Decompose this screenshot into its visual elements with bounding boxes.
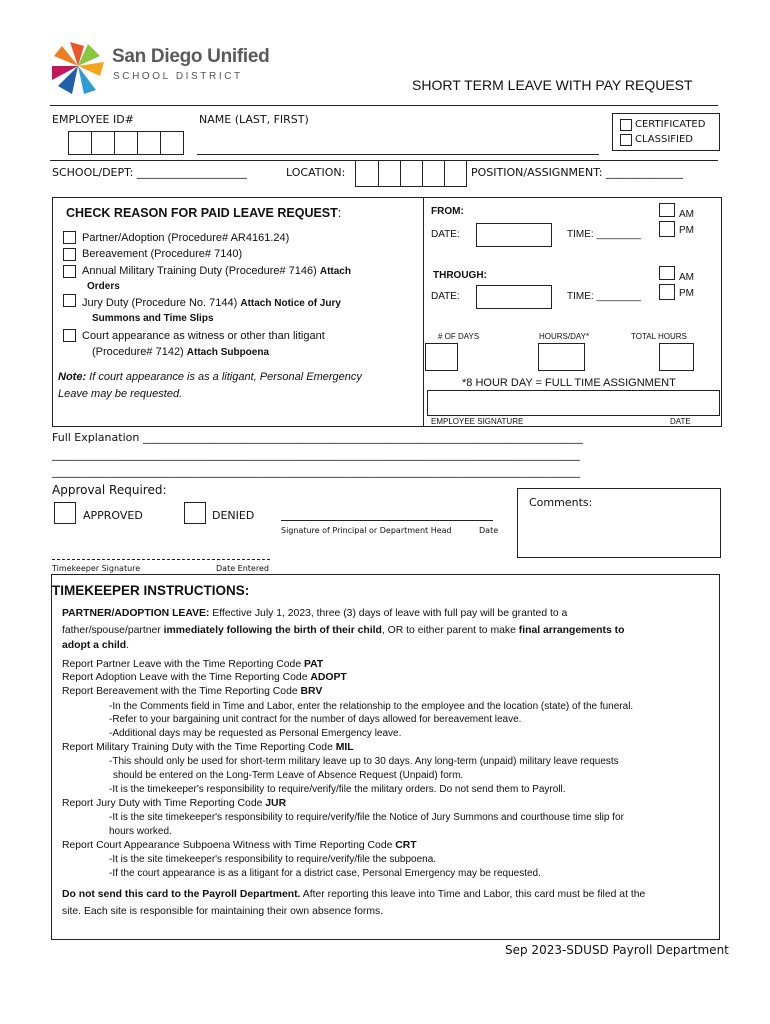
from-am-label: AM bbox=[679, 209, 694, 220]
certificated-label: CERTIFICATED bbox=[635, 119, 706, 130]
total-hours-label: TOTAL HOURS bbox=[631, 332, 687, 341]
instr-r5-a2: hours worked. bbox=[109, 826, 172, 837]
denied-label: DENIED bbox=[212, 509, 255, 522]
instr-r3-b: -Refer to your bargaining unit contract for the number of days allowed for bereavement leave. bbox=[109, 714, 522, 725]
num-days-input[interactable] bbox=[425, 343, 458, 371]
hours-day-input[interactable] bbox=[538, 343, 585, 371]
court-label-line2: (Procedure# 7142) Attach Subpoena bbox=[92, 346, 270, 358]
approved-label: APPROVED bbox=[83, 509, 143, 522]
total-hours-input[interactable] bbox=[659, 343, 694, 371]
name-input-line[interactable] bbox=[197, 154, 599, 155]
instr-r5: Report Jury Duty with Time Reporting Code JUR bbox=[62, 798, 287, 809]
partner-adoption-label: Partner/Adoption (Procedure# AR4161.24) bbox=[82, 232, 290, 244]
bereavement-checkbox[interactable] bbox=[63, 248, 76, 261]
instr-r4-b: -It is the timekeeper's responsibility to require/verify/file the military orders. Do not send them to Payroll. bbox=[109, 784, 566, 795]
instr-final: Do not send this card to the Payroll Department. After reporting this leave into Time and Labor, this card must be filed at the bbox=[62, 889, 646, 900]
explanation-line-2[interactable]: ________________________________________________________________________________________________ bbox=[52, 448, 580, 461]
instr-r3: Report Bereavement with the Time Reporting Code BRV bbox=[62, 686, 323, 697]
through-pm-checkbox[interactable] bbox=[659, 284, 675, 300]
instr-r2: Report Adoption Leave with the Time Reporting Code ADOPT bbox=[62, 672, 347, 683]
from-date-input[interactable] bbox=[476, 223, 552, 247]
logo-star-icon bbox=[50, 40, 106, 96]
litigant-note: Note: If court appearance is as a litigant, Personal Emergency bbox=[58, 371, 362, 383]
principal-date-label: Date bbox=[479, 526, 499, 535]
through-am-checkbox[interactable] bbox=[659, 266, 675, 280]
through-time-label: TIME: ________ bbox=[567, 291, 641, 302]
date-entered-label: Date Entered bbox=[216, 564, 269, 573]
employee-id-label: EMPLOYEE ID# bbox=[52, 113, 134, 126]
form-title: SHORT TERM LEAVE WITH PAY REQUEST bbox=[412, 77, 693, 93]
school-dept-label: SCHOOL/DEPT: ____________________ bbox=[52, 166, 247, 179]
name-label: NAME (LAST, FIRST) bbox=[199, 113, 309, 126]
court-label: Court appearance as witness or other than litigant bbox=[82, 330, 325, 342]
through-label: THROUGH: bbox=[433, 270, 487, 281]
instr-r4-a: -This should only be used for short-term military leave up to 30 days. Any long-term (unpaid) military leave requests bbox=[109, 756, 619, 767]
partner-adoption-checkbox[interactable] bbox=[63, 231, 76, 244]
principal-signature-label: Signature of Principal or Department Head bbox=[281, 526, 452, 535]
employee-id-boxes[interactable] bbox=[68, 131, 184, 155]
reason-title: CHECK REASON FOR PAID LEAVE REQUEST: bbox=[66, 206, 342, 220]
district-logo bbox=[50, 40, 290, 98]
instr-p1-line3: adopt a child. bbox=[62, 640, 129, 651]
from-pm-label: PM bbox=[679, 225, 694, 236]
timekeeper-signature-line[interactable] bbox=[52, 559, 270, 560]
denied-checkbox[interactable] bbox=[184, 502, 206, 524]
instr-p1-line2: father/spouse/partner immediately following the birth of their child, OR to either parent to make final arrangements to bbox=[62, 625, 625, 636]
military-orders-note: Orders bbox=[87, 281, 120, 292]
employee-signature-label: EMPLOYEE SIGNATURE bbox=[431, 417, 524, 426]
assignment-note: *8 HOUR DAY = FULL TIME ASSIGNMENT bbox=[462, 377, 676, 389]
from-time-label: TIME: ________ bbox=[567, 229, 641, 240]
explanation-line-3[interactable]: ________________________________________________________________________________________________ bbox=[52, 465, 580, 478]
instr-r4-a2: should be entered on the Long-Term Leave of Absence Request (Unpaid) form. bbox=[113, 770, 464, 781]
hours-day-label: HOURS/DAY* bbox=[539, 332, 590, 341]
instr-r6-a: -It is the site timekeeper's responsibility to require/verify/file the subpoena. bbox=[109, 854, 437, 865]
jury-duty-note: Summons and Time Slips bbox=[92, 313, 214, 324]
logo-name: San Diego Unified bbox=[112, 46, 270, 67]
logo-subtitle: SCHOOL DISTRICT bbox=[113, 71, 243, 82]
instr-r6-b: -If the court appearance is as a litigant for a district case, Personal Emergency may be requested. bbox=[109, 868, 541, 879]
certificated-checkbox[interactable] bbox=[620, 119, 632, 131]
comments-label: Comments: bbox=[529, 496, 593, 509]
court-checkbox[interactable] bbox=[63, 329, 76, 342]
instructions-title: TIMEKEEPER INSTRUCTIONS: bbox=[52, 583, 250, 598]
through-date-input[interactable] bbox=[476, 285, 552, 309]
instr-p1: PARTNER/ADOPTION LEAVE: Effective July 1, 2023, three (3) days of leave with full pay will be granted to a bbox=[62, 608, 568, 619]
employee-signature-input[interactable] bbox=[427, 390, 720, 416]
through-date-label: DATE: bbox=[431, 291, 460, 302]
num-days-label: # OF DAYS bbox=[438, 332, 480, 341]
footer-text: Sep 2023-SDUSD Payroll Department bbox=[505, 943, 729, 957]
bereavement-label: Bereavement (Procedure# 7140) bbox=[82, 248, 243, 260]
classified-checkbox[interactable] bbox=[620, 134, 632, 146]
position-label: POSITION/ASSIGNMENT: ______________ bbox=[471, 166, 683, 179]
military-checkbox[interactable] bbox=[63, 265, 76, 278]
approved-checkbox[interactable] bbox=[54, 502, 76, 524]
from-am-checkbox[interactable] bbox=[659, 203, 675, 217]
litigant-note-line2: Leave may be requested. bbox=[58, 388, 183, 400]
jury-duty-label: Jury Duty (Procedure No. 7144) Attach Notice of Jury bbox=[82, 297, 341, 309]
instr-r4: Report Military Training Duty with the Time Reporting Code MIL bbox=[62, 742, 354, 753]
classified-label: CLASSIFIED bbox=[635, 134, 693, 145]
location-label: LOCATION: bbox=[286, 166, 346, 179]
location-boxes[interactable] bbox=[355, 160, 467, 187]
instr-r3-c: -Additional days may be requested as Personal Emergency leave. bbox=[109, 728, 402, 739]
instr-final-line2: site. Each site is responsible for maintaining their own absence forms. bbox=[62, 906, 384, 917]
instr-r6: Report Court Appearance Subpoena Witness with Time Reporting Code CRT bbox=[62, 840, 417, 851]
full-explanation-label: Full Explanation ________________________________________________________________________________ bbox=[52, 431, 583, 444]
principal-signature-line[interactable] bbox=[281, 520, 493, 521]
instr-r5-a: -It is the site timekeeper's responsibility to require/verify/file the Notice of Jury Summons and courthouse time slip for bbox=[109, 812, 624, 823]
through-pm-label: PM bbox=[679, 288, 694, 299]
military-label: Annual Military Training Duty (Procedure# 7146) Attach bbox=[82, 265, 351, 277]
employee-signature-date-label: DATE bbox=[670, 417, 691, 426]
timekeeper-signature-label: Timekeeper Signature bbox=[52, 564, 141, 573]
from-label: FROM: bbox=[431, 206, 464, 217]
instr-r3-a: -In the Comments field in Time and Labor, enter the relationship to the employee and the location (state) of the funeral. bbox=[109, 701, 634, 712]
from-date-label: DATE: bbox=[431, 229, 460, 240]
instr-r1: Report Partner Leave with the Time Reporting Code PAT bbox=[62, 659, 324, 670]
jury-duty-checkbox[interactable] bbox=[63, 294, 76, 307]
from-pm-checkbox[interactable] bbox=[659, 221, 675, 237]
approval-required-label: Approval Required: bbox=[52, 483, 167, 497]
through-am-label: AM bbox=[679, 272, 694, 283]
